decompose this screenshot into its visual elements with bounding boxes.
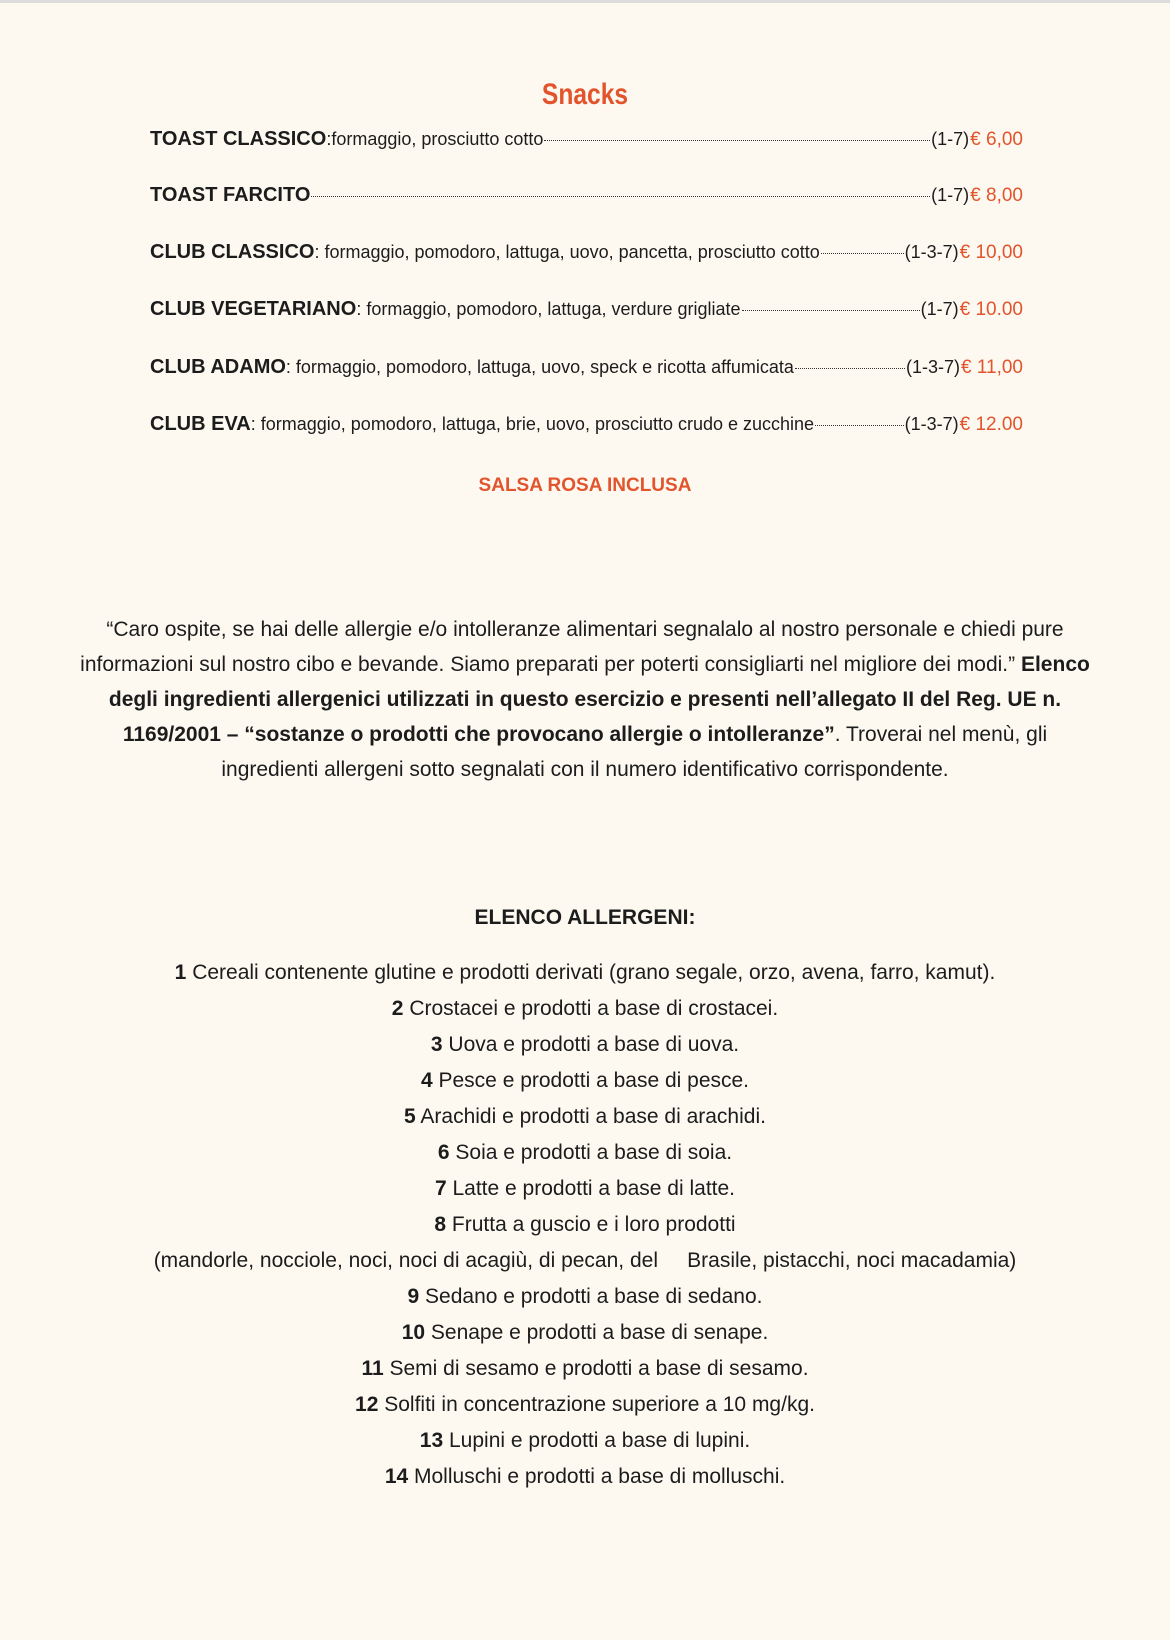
allergy-notice [78,612,1092,787]
item-allergens: (1-3-7) [904,414,959,434]
allergen-number: 1 [174,961,187,984]
menu-item-club-classico [150,241,1023,264]
notice-bold-text: Elenco degli ingredienti allergenici utilizzati in questo esercizio e presenti nell’allegato II del Reg. UE n. 1169/2001 – “sostanze o prodotti che provocano allergie o intolleranze” [108,653,1090,746]
allergen-text: Lupini e prodotti a base di lupini. [443,1429,751,1452]
allergen-number: 8 [434,1213,447,1236]
item-allergens: (1-3-7) [906,357,961,377]
item-price: € 10,00 [959,242,1023,263]
item-name: CLUB ADAMO [150,356,286,378]
allergens-list [0,955,1170,1495]
allergen-item [0,1063,1170,1099]
allergen-item [0,1027,1170,1063]
dot-leader [815,425,904,426]
item-description: :formaggio, prosciutto cotto [326,129,544,149]
allergen-number: 7 [434,1177,447,1200]
allergen-text: Soia e prodotti a base di soia. [449,1141,733,1164]
menu-item-club-vegetariano [150,298,1023,321]
item-price: € 8,00 [970,185,1023,206]
item-allergens: (1-7) [920,299,959,319]
allergen-text: Senape e prodotti a base di senape. [425,1321,769,1344]
allergen-text: Sedano e prodotti a base di sedano. [419,1285,763,1308]
allergen-item-detail [0,1243,1170,1279]
allergen-item [0,1387,1170,1423]
menu-item-toast-farcito [150,184,1023,207]
allergen-text: Semi di sesamo e prodotti a base di sesamo. [383,1357,809,1380]
dot-leader [795,368,905,369]
menu-item-club-adamo [150,356,1023,379]
allergen-text: Molluschi e prodotti a base di molluschi. [408,1465,786,1488]
allergen-text: Solfiti in concentrazione superiore a 10 mg/kg. [378,1393,815,1416]
item-allergens: (1-7) [931,185,970,205]
item-name: CLUB EVA [150,413,251,435]
item-name: CLUB VEGETARIANO [150,298,357,320]
allergen-number: 5 [404,1105,416,1128]
allergen-number: 3 [430,1033,443,1056]
allergen-text: Pesce e prodotti a base di pesce. [432,1069,750,1092]
dot-leader [311,196,930,197]
item-name: TOAST CLASSICO [150,128,327,150]
dot-leader [544,140,930,141]
allergen-item [0,1315,1170,1351]
allergen-item [0,1351,1170,1387]
item-name: TOAST FARCITO [150,184,311,206]
allergen-item [0,1279,1170,1315]
allergen-number: 13 [419,1429,444,1452]
allergen-number: 10 [401,1321,426,1344]
allergen-text: Cereali contenente glutine e prodotti derivati (grano segale, orzo, avena, farro, kamut). [186,961,996,984]
item-description: : formaggio, pomodoro, lattuga, uovo, speck e ricotta affumicata [285,357,794,377]
item-price: € 10.00 [959,299,1023,320]
allergen-text: Uova e prodotti a base di uova. [442,1033,740,1056]
dot-leader [821,253,904,254]
allergen-number: 2 [391,997,404,1020]
allergen-text: Frutta a guscio e i loro prodotti [446,1213,736,1236]
allergen-number: 4 [420,1069,433,1092]
allergen-item [0,1423,1170,1459]
item-price: € 6,00 [970,129,1023,150]
allergens-title: ELENCO ALLERGENI: [474,906,696,929]
item-allergens: (1-3-7) [904,242,959,262]
allergen-number: 14 [384,1465,409,1488]
menu-item-toast-classico [150,128,1023,151]
item-name: CLUB CLASSICO [150,241,315,263]
allergen-number: 11 [361,1357,384,1380]
allergen-number: 9 [407,1285,420,1308]
top-border [0,0,1170,3]
allergen-text: (mandorle, nocciole, noci, noci di acagiù, di pecan, del Brasile, pistacchi, noci macadamia) [153,1249,1017,1272]
allergen-number: 12 [355,1393,379,1416]
section-title: Snacks [541,78,629,111]
allergen-item [0,1135,1170,1171]
allergen-item [0,955,1170,991]
allergen-item [0,1171,1170,1207]
item-description: : formaggio, pomodoro, lattuga, brie, uovo, prosciutto crudo e zucchine [250,414,815,434]
notice-text: “Caro ospite, se hai delle allergie e/o intolleranze alimentari segnalalo al nostro personale e chiedi pure informazioni sul nostro cibo e bevande. Siamo preparati per poterti consigliarti nel migliore dei modi.” [80,618,1064,676]
allergen-item [0,1459,1170,1495]
allergen-text: Crostacei e prodotti a base di crostacei. [403,997,779,1020]
item-description: : formaggio, pomodoro, lattuga, verdure grigliate [356,299,741,319]
notice-text-end: . Troverai nel menù, gli ingredienti allergeni sotto segnalati con il numero identificativo corrispondente. [221,723,1048,781]
allergen-item [0,1099,1170,1135]
allergen-text: Arachidi e prodotti a base di arachidi. [415,1105,766,1128]
allergen-number: 6 [437,1141,450,1164]
allergen-item [0,991,1170,1027]
item-price: € 12.00 [959,414,1023,435]
item-price: € 11,00 [961,357,1023,378]
allergen-text: Latte e prodotti a base di latte. [446,1177,736,1200]
salsa-note: SALSA ROSA INCLUSA [478,475,692,496]
item-description: : formaggio, pomodoro, lattuga, uovo, pancetta, prosciutto cotto [314,242,820,262]
menu-item-club-eva [150,413,1023,436]
dot-leader [742,310,920,311]
allergen-item [0,1207,1170,1243]
item-allergens: (1-7) [931,129,970,149]
